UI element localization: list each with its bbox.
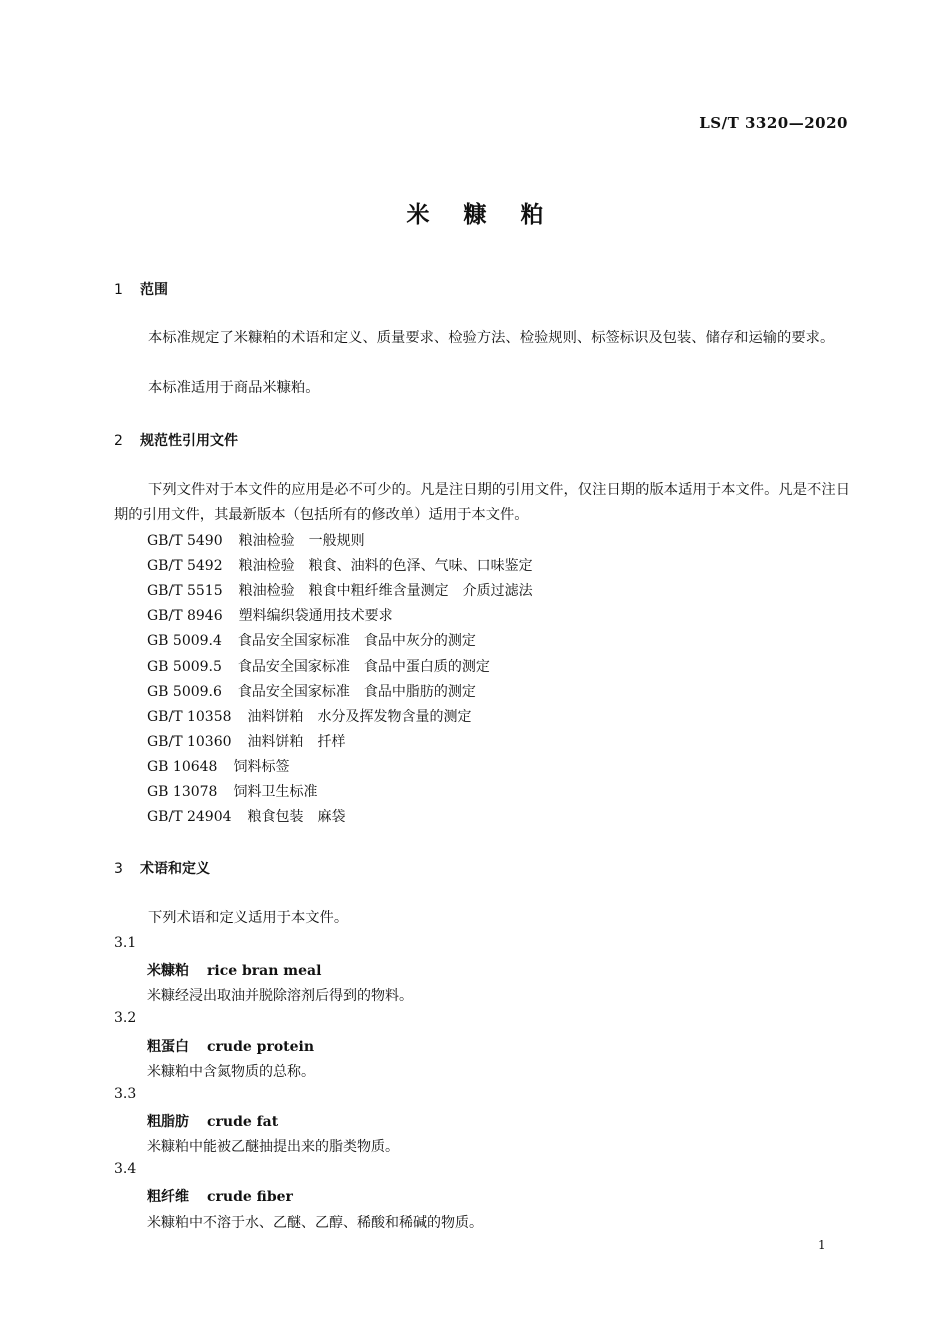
term-name-en: rice bran meal	[207, 963, 322, 979]
reference-title: 饲料卫生标准	[233, 784, 318, 800]
reference-item	[147, 555, 533, 575]
term-number: 3.1	[114, 935, 137, 951]
term-name-zh: 粗纤维	[147, 1189, 189, 1205]
standard-number: LS/T 3320—2020	[699, 114, 848, 132]
term-definition: 米糠粕中能被乙醚抽提出来的脂类物质。	[147, 1139, 399, 1155]
page-number: 1	[818, 1238, 826, 1252]
reference-item	[147, 731, 346, 751]
reference-title: 食品安全国家标准 食品中灰分的测定	[237, 633, 476, 649]
term-name	[147, 1111, 278, 1131]
scope-paragraph-2: 本标准适用于商品米糠粕。	[148, 380, 320, 396]
reference-title: 粮油检验 一般规则	[238, 533, 365, 549]
document-title: 米糠粕	[406, 202, 578, 228]
term-name	[147, 1036, 314, 1056]
reference-code: GB 10648	[147, 759, 218, 775]
term-number: 3.3	[114, 1086, 137, 1102]
term-name-zh: 米糠粕	[147, 963, 189, 979]
reference-title: 饲料标签	[233, 759, 290, 775]
section-title: 规范性引用文件	[140, 433, 238, 449]
term-name-en: crude fiber	[207, 1189, 293, 1205]
section-3-heading	[114, 858, 210, 878]
term-name	[147, 1186, 293, 1206]
term-number: 3.4	[114, 1161, 137, 1177]
scope-paragraph-1: 本标准规定了米糠粕的术语和定义、质量要求、检验方法、检验规则、标签标识及包装、储存和运输的要求。	[148, 330, 835, 346]
section-2-heading	[114, 430, 238, 450]
reference-code: GB/T 5515	[147, 583, 223, 599]
reference-item	[147, 681, 476, 701]
term-number: 3.2	[114, 1010, 137, 1026]
section-title: 术语和定义	[140, 861, 210, 877]
term-definition: 米糠经浸出取油并脱除溶剂后得到的物料。	[147, 988, 413, 1004]
term-name	[147, 960, 321, 980]
reference-code: GB 5009.4	[147, 633, 222, 649]
reference-code: GB/T 5490	[147, 533, 223, 549]
section-1-heading	[114, 279, 168, 299]
term-definition: 米糠粕中不溶于水、乙醚、乙醇、稀酸和稀碱的物质。	[147, 1215, 483, 1231]
term-name-zh: 粗脂肪	[147, 1114, 189, 1130]
term-name-en: crude protein	[207, 1039, 315, 1055]
reference-item	[147, 656, 490, 676]
section-title: 范围	[140, 282, 168, 298]
terms-intro: 下列术语和定义适用于本文件。	[148, 910, 349, 926]
term-definition: 米糠粕中含氮物质的总称。	[147, 1064, 315, 1080]
reference-title: 塑料编织袋通用技术要求	[238, 608, 393, 624]
section-number: 2	[114, 433, 123, 449]
reference-item	[147, 530, 365, 550]
reference-item	[147, 756, 289, 776]
term-name-en: crude fat	[207, 1114, 279, 1130]
section-number: 3	[114, 861, 123, 877]
reference-title: 油料饼粕 扦样	[247, 734, 346, 750]
reference-item	[147, 706, 472, 726]
reference-title: 油料饼粕 水分及挥发物含量的测定	[247, 709, 472, 725]
reference-code: GB/T 8946	[147, 608, 223, 624]
references-intro: 下列文件对于本文件的应用是必不可少的。凡是注日期的引用文件，仅注日期的版本适用于本文件。凡是不注日期的引用文件，其最新版本（包括所有的修改单）适用于本文件。	[114, 482, 850, 523]
reference-item	[147, 781, 317, 801]
reference-item	[147, 580, 533, 600]
reference-code: GB 13078	[147, 784, 218, 800]
reference-code: GB 5009.6	[147, 684, 222, 700]
reference-item	[147, 806, 346, 826]
reference-title: 粮油检验 粮食中粗纤维含量测定 介质过滤法	[238, 583, 533, 599]
reference-code: GB 5009.5	[147, 659, 222, 675]
reference-title: 粮油检验 粮食、油料的色泽、气味、口味鉴定	[238, 558, 533, 574]
reference-code: GB/T 10358	[147, 709, 232, 725]
term-name-zh: 粗蛋白	[147, 1039, 189, 1055]
section-number: 1	[114, 282, 123, 298]
reference-code: GB/T 5492	[147, 558, 223, 574]
reference-code: GB/T 24904	[147, 809, 232, 825]
reference-code: GB/T 10360	[147, 734, 232, 750]
reference-item	[147, 605, 393, 625]
reference-item	[147, 630, 476, 650]
reference-title: 食品安全国家标准 食品中脂肪的测定	[237, 684, 476, 700]
reference-title: 食品安全国家标准 食品中蛋白质的测定	[237, 659, 490, 675]
reference-title: 粮食包装 麻袋	[247, 809, 346, 825]
